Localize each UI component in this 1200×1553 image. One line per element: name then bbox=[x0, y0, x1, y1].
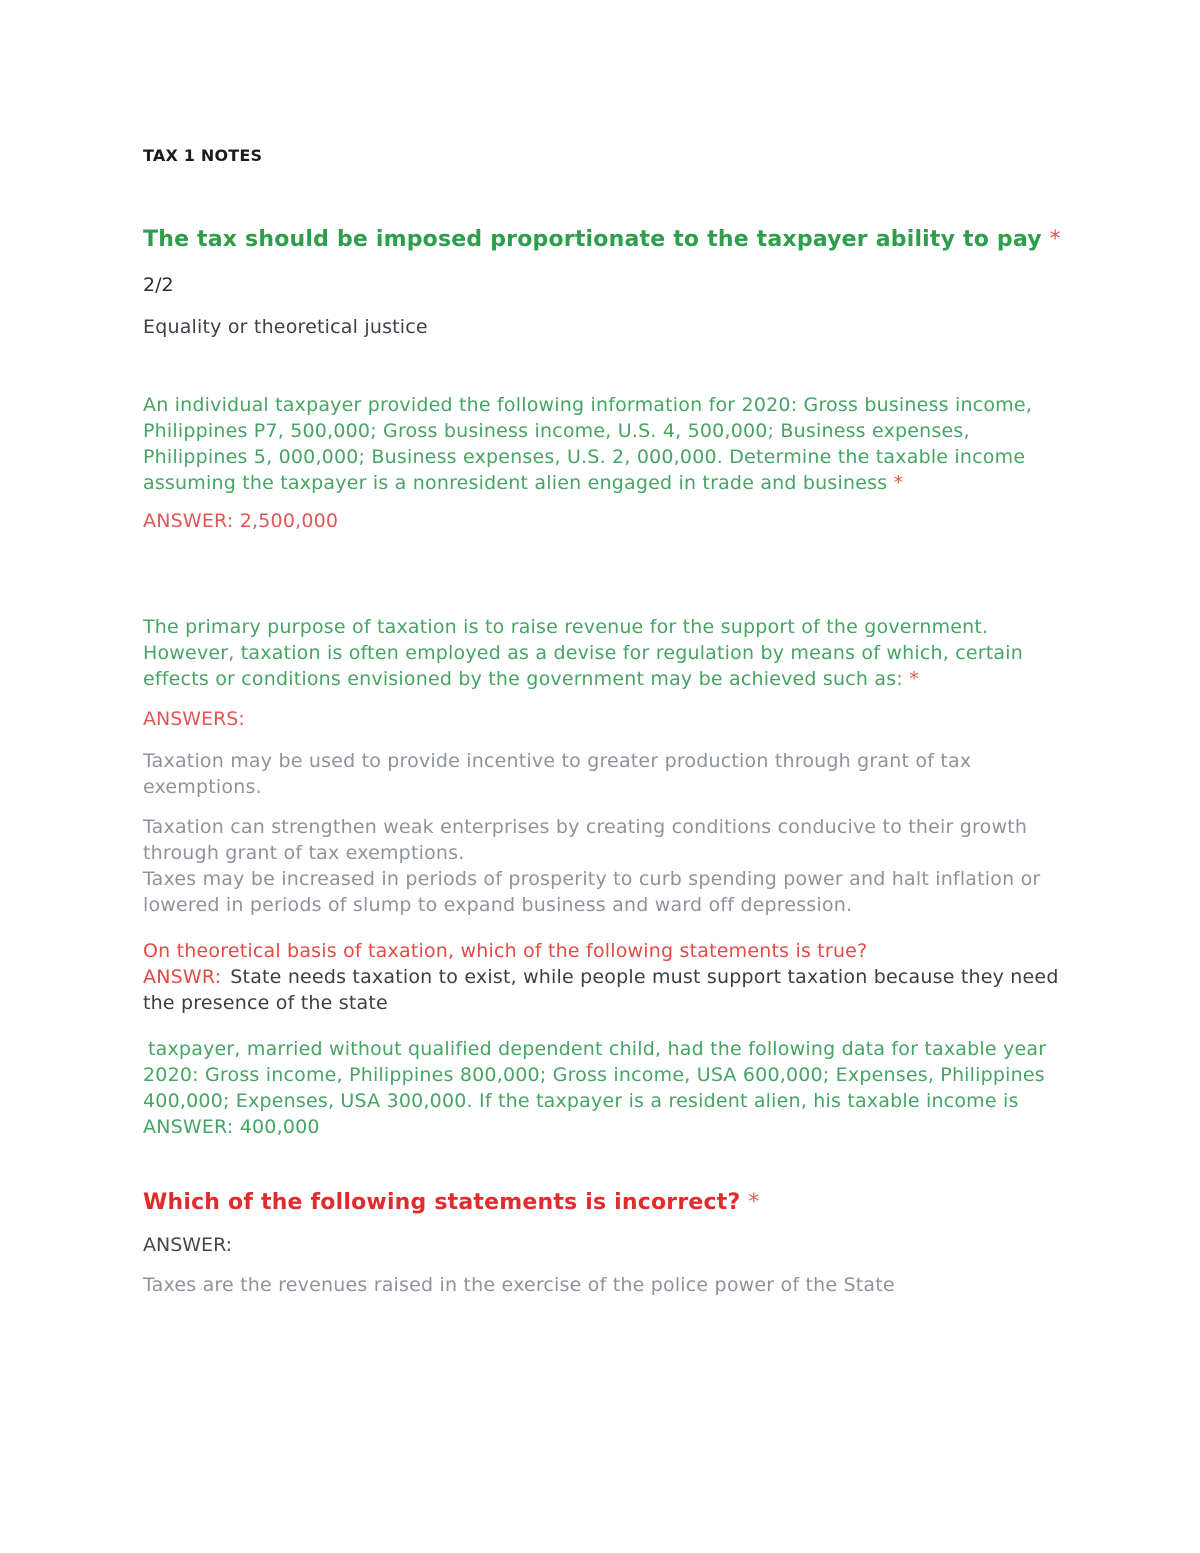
page-title: TAX 1 NOTES bbox=[143, 146, 263, 165]
required-asterisk: * bbox=[909, 668, 919, 690]
document-content bbox=[143, 146, 1061, 1298]
required-asterisk: * bbox=[748, 1190, 760, 1215]
question-1-score: 2/2 bbox=[143, 274, 174, 296]
question-3-body: The primary purpose of taxation is to raise revenue for the support of the government. However, taxation is often employed as a devise for regulation by means of which, certain effects or conditions envisioned by the government may be achieved such as: bbox=[143, 616, 1023, 690]
question-5-answer: ANSWER: 400,000 bbox=[143, 1116, 320, 1138]
question-3-text bbox=[143, 614, 1061, 692]
question-5-text: taxpayer, married without qualified dependent child, had the following data for taxable year 2020: Gross income, Philippines 800,000; Gross income, USA 600,000; Expenses, Philippines 400,000; Expenses, USA 300,000. If the taxpayer is a resident alien, his taxable income is bbox=[143, 1038, 1047, 1112]
question-6-answer-label: ANSWER: bbox=[143, 1234, 233, 1256]
question-4-text: On theoretical basis of taxation, which of the following statements is true? bbox=[143, 940, 868, 962]
question-4-answer-line bbox=[143, 964, 1061, 1016]
required-asterisk: * bbox=[893, 472, 904, 494]
question-5-block bbox=[143, 1036, 1061, 1140]
question-6-heading bbox=[143, 1188, 1061, 1218]
question-2-answer: ANSWER: 2,500,000 bbox=[143, 510, 339, 532]
question-4-block bbox=[143, 938, 1061, 1016]
question-3-answer-option-2a: Taxation can strengthen weak enterprises by creating conditions conducive to their growth through grant of tax exemptions. bbox=[143, 816, 1028, 864]
question-3-answer-option-2b: Taxes may be increased in periods of prosperity to curb spending power and halt inflation or lowered in periods of slump to expand business and ward off depression. bbox=[143, 868, 1041, 916]
required-asterisk: * bbox=[1049, 227, 1061, 252]
question-4-answer-label: ANSWR: bbox=[143, 966, 222, 988]
question-2-body: An individual taxpayer provided the following information for 2020: Gross business income, Philippines P7, 500,000; Gross business income, U.S. 4, 500,000; Business expenses, Philippines 5, 000,000; Business expenses, U.S. 2, 000,000. Determine the taxable income assuming the taxpayer is a nonresident alien engaged in trade and business bbox=[143, 394, 1032, 494]
question-6-heading-text: Which of the following statements is incorrect? bbox=[143, 1190, 741, 1215]
question-2-text bbox=[143, 392, 1061, 496]
question-1-heading-text: The tax should be imposed proportionate to the taxpayer ability to pay bbox=[143, 227, 1042, 252]
question-3-answer-option-1: Taxation may be used to provide incentive to greater production through grant of tax exemptions. bbox=[143, 750, 972, 798]
question-6-answer: Taxes are the revenues raised in the exercise of the police power of the State bbox=[143, 1274, 895, 1296]
question-1-heading bbox=[143, 226, 1061, 254]
question-3-answer-option-2 bbox=[143, 814, 1061, 918]
question-1-answer: Equality or theoretical justice bbox=[143, 316, 428, 338]
question-4-answer-text: State needs taxation to exist, while people must support taxation because they need the presence of the state bbox=[143, 966, 1059, 1014]
question-3-answers-label: ANSWERS: bbox=[143, 708, 245, 730]
